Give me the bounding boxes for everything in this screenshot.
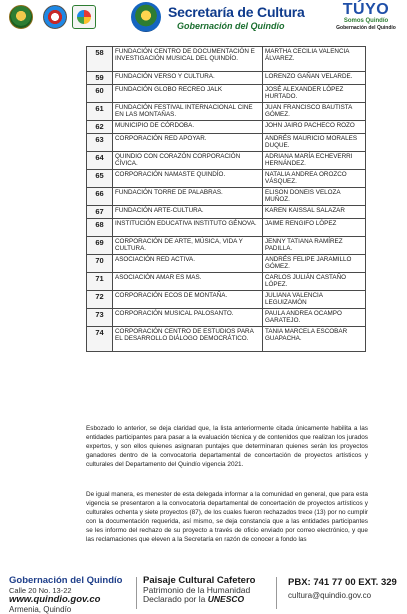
table-row — [87, 103, 366, 121]
row-number: 69 — [87, 237, 113, 255]
footer-divider — [276, 577, 277, 609]
footer-divider — [136, 577, 137, 609]
table-row — [87, 152, 366, 170]
tuyo-brand-logo — [333, 2, 399, 34]
page-header — [0, 0, 407, 38]
entity-name: CORPORACIÓN RED APOYAR. — [113, 134, 263, 152]
entity-name: CORPORACIÓN NAMASTE QUINDÍO. — [113, 170, 263, 188]
table-row — [87, 188, 366, 206]
table-row — [87, 85, 366, 103]
table-row — [87, 47, 366, 72]
brand-somos: Somos Quindío — [343, 18, 389, 24]
entity-name: CORPORACIÓN CENTRO DE ESTUDIOS PARA EL DESARROLLO DIÁLOGO DEMOCRÁTICO. — [113, 327, 263, 352]
footer-pbx: PBX: 741 77 00 EXT. 329 — [288, 577, 397, 588]
row-number: 72 — [87, 291, 113, 309]
legal-representative: JENNY TATIANA RAMÍREZ PADILLA. — [263, 237, 366, 255]
legal-representative: TANIA MARCELA ESCOBAR GUAPACHA. — [263, 327, 366, 352]
heritage-title: Paisaje Cultural Cafetero — [143, 575, 256, 586]
brand-word: TÚYO — [342, 1, 390, 18]
entity-name: ASOCIACIÓN RED ACTIVA. — [113, 255, 263, 273]
legal-representative: MARTHA CECILIA VALENCIA ÁLVAREZ. — [263, 47, 366, 72]
legal-representative: ADRIANA MARÍA ECHEVERRI HERNÁNDEZ. — [263, 152, 366, 170]
footer-website-link[interactable]: www.quindio.gov.co — [9, 594, 101, 605]
table-row — [87, 309, 366, 327]
footer-city: Armenia, Quindío — [9, 605, 72, 614]
row-number: 65 — [87, 170, 113, 188]
entity-name: CORPORACIÓN DE ARTE, MÚSICA, VIDA Y CULTURA. — [113, 237, 263, 255]
table-row — [87, 134, 366, 152]
table-row — [87, 237, 366, 255]
footer-gov-name: Gobernación del Quindío — [9, 575, 123, 586]
legal-representative: ANDRÉS MAURICIO MORALES DUQUE. — [263, 134, 366, 152]
row-number: 61 — [87, 103, 113, 121]
row-number: 67 — [87, 206, 113, 219]
row-number: 66 — [87, 188, 113, 206]
entities-table — [86, 46, 366, 352]
header-subtitle: Gobernación del Quindío — [177, 21, 285, 31]
heritage-unesco: UNESCO — [207, 594, 245, 604]
table-row — [87, 327, 366, 352]
legal-representative: ANDRÉS FELIPE JARAMILLO GÓMEZ. — [263, 255, 366, 273]
page-footer — [0, 572, 407, 613]
legal-representative: JULIANA VALENCIA LEGUIZAMÓN — [263, 291, 366, 309]
legal-representative: NATALIA ANDREA OROZCO VÁSQUEZ. — [263, 170, 366, 188]
entity-name: MUNICIPIO DE CÓRDOBA. — [113, 121, 263, 134]
row-number: 60 — [87, 85, 113, 103]
table-row — [87, 273, 366, 291]
legal-representative: KAREN KAISSAL SALAZAR — [263, 206, 366, 219]
table-row — [87, 255, 366, 273]
entity-name: QUINDIO CON CORAZÓN CORPORACIÓN CÍVICA. — [113, 152, 263, 170]
table-row — [87, 206, 366, 219]
paragraph-clarification: Esbozado lo anterior, se deja claridad que, la lista anteriormente citada únicamente habilita a las entidades participantes para pasar a la evaluación técnica y de contenidos que realizan los jurados expertos, y son ellos quienes asignaran puntajes que determinaran quienes serán los proyectos ganadores dentro de la convocatoria departamental de concertación de proyectos artísticos y culturales del Departamento del Quindío vigencia 2021. — [86, 425, 368, 469]
row-number: 71 — [87, 273, 113, 291]
legal-representative: ELISON DONEIS VELOZA MUÑOZ. — [263, 188, 366, 206]
entity-name: FUNDACIÓN VERSO Y CULTURA. — [113, 72, 263, 85]
entity-name: CORPORACIÓN MUSICAL PALOSANTO. — [113, 309, 263, 327]
entity-name: FUNDACIÓN CENTRO DE DOCUMENTACIÓN E INVESTIGACIÓN MUSICAL DEL QUINDÍO. — [113, 47, 263, 72]
paragraph-information: De igual manera, es menester de esta delegada informar a la comunidad en general, que para esta vigencia se presentaron a la convocatoria departamental de concertación de proyectos artísticos y culturales ochenta y siete proyectos (87), de los cuales fueron rechazados trece (13) por no cumplir con la documentación requerida, así mismo, se deja constancia que a las entidades participantes se les informo del rechazo de su proyecto a través de oficio enviado por correo electrónico, y que las reclamaciones que eleven a la Secretaría en razón de conocer a fondo las — [86, 491, 368, 544]
row-number: 70 — [87, 255, 113, 273]
legal-representative: JUAN FRANCISCO BAUTISTA GÓMEZ. — [263, 103, 366, 121]
program-logo — [72, 5, 96, 29]
entity-name: FUNDACIÓN GLOBO RECREO JALK — [113, 85, 263, 103]
entities-table-container — [86, 46, 366, 352]
legal-representative: JOHN JAIRO PACHECO ROZO — [263, 121, 366, 134]
entity-name: FUNDACIÓN ARTE-CULTURA. — [113, 206, 263, 219]
secretaria-cultura-emblem-icon — [131, 2, 161, 32]
table-row — [87, 72, 366, 85]
heritage-line2 — [143, 595, 255, 604]
footer-address: Calle 20 No. 13-22 — [9, 586, 72, 595]
department-coat-of-arms-logo — [9, 5, 33, 29]
entity-name: FUNDACIÓN FESTIVAL INTERNACIONAL CINE EN LAS MONTAÑAS. — [113, 103, 263, 121]
footer-email-link[interactable]: cultura@quindio.gov.co — [288, 591, 372, 600]
government-seal-logo — [43, 5, 67, 29]
entity-name: ASOCIACIÓN AMAR ES MAS. — [113, 273, 263, 291]
table-row — [87, 121, 366, 134]
entity-name: CORPORACIÓN ECOS DE MONTAÑA. — [113, 291, 263, 309]
entity-name: FUNDACIÓN TORRE DE PALABRAS. — [113, 188, 263, 206]
brand-subtitle: Gobernación del Quindío — [336, 25, 396, 31]
footer-contact — [288, 577, 397, 600]
footer-heritage — [143, 575, 255, 604]
row-number: 63 — [87, 134, 113, 152]
row-number: 73 — [87, 309, 113, 327]
legal-representative: CARLOS JULIÁN CASTAÑO LÓPEZ. — [263, 273, 366, 291]
entity-name: INSTITUCIÓN EDUCATIVA INSTITUTO GÉNOVA. — [113, 219, 263, 237]
heritage-line2-prefix: Declarado por la — [143, 594, 206, 604]
heritage-line1: Patrimonio de la Humanidad — [143, 585, 251, 595]
row-number: 74 — [87, 327, 113, 352]
legal-representative: JOSÉ ALEXANDER LÓPEZ HURTADO. — [263, 85, 366, 103]
table-row — [87, 291, 366, 309]
table-row — [87, 170, 366, 188]
legal-representative: JAIME RENGIFO LÓPEZ — [263, 219, 366, 237]
row-number: 62 — [87, 121, 113, 134]
row-number: 64 — [87, 152, 113, 170]
legal-representative: LORENZO GAÑAN VELARDE. — [263, 72, 366, 85]
row-number: 58 — [87, 47, 113, 72]
legal-representative: PAULA ANDREA OCAMPO GARATEJO. — [263, 309, 366, 327]
header-title: Secretaría de Cultura — [168, 4, 305, 20]
row-number: 68 — [87, 219, 113, 237]
table-row — [87, 219, 366, 237]
row-number: 59 — [87, 72, 113, 85]
